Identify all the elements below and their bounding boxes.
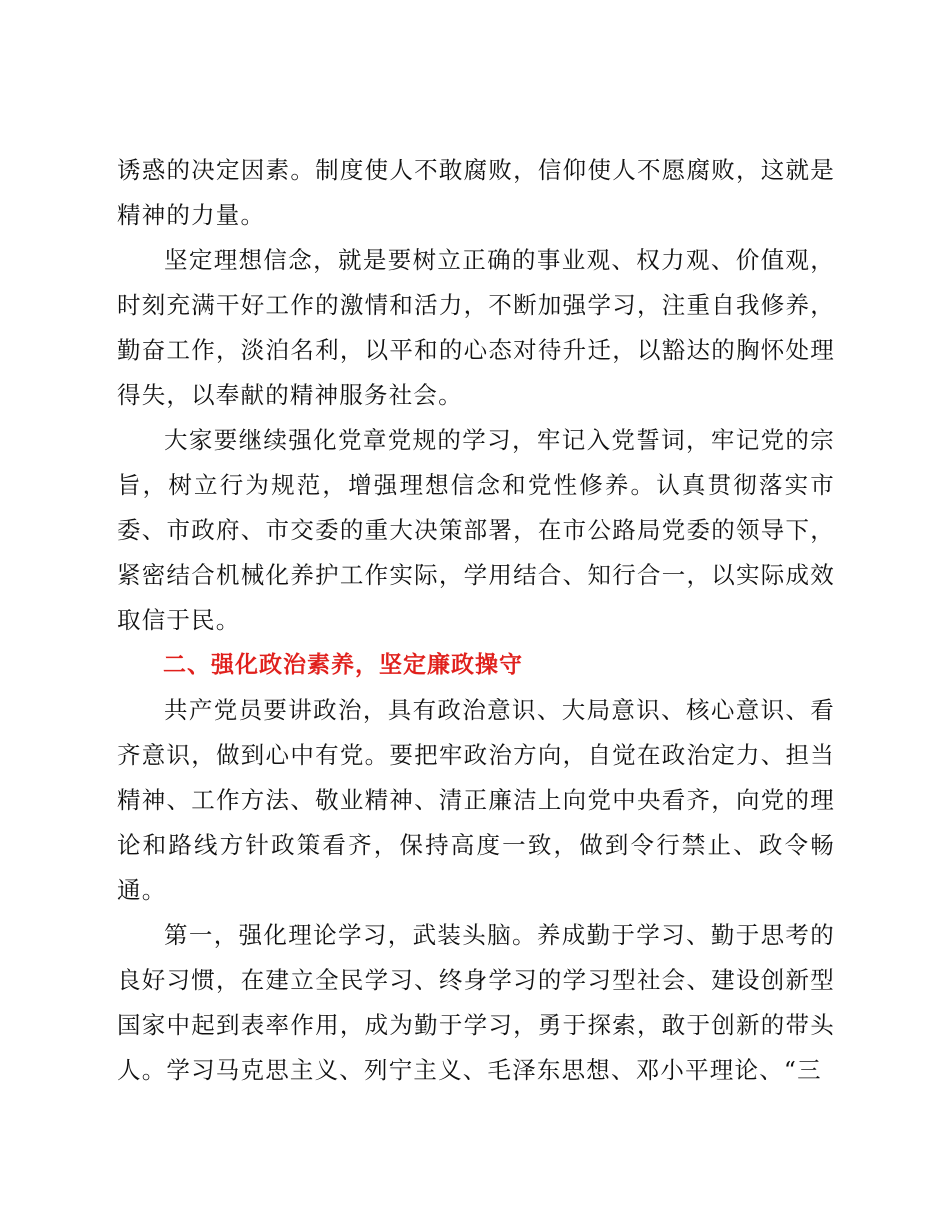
paragraph-party-rules-study: 大家要继续强化党章党规的学习，牢记入党誓词，牢记党的宗旨，树立行为规范，增强理想信念和党性修养。认真贯彻落实市委、市政府、市交委的重大决策部署，在市公路局党委的领导下，紧密结合机械化养护工作实际，学用结合、知行合一，以实际成效取信于民。 bbox=[117, 426, 835, 634]
paragraph-continuation: 诱惑的决定因素。制度使人不敢腐败，信仰使人不愿腐败，这就是精神的力量。 bbox=[117, 156, 835, 229]
document-page bbox=[117, 148, 835, 1093]
paragraph-theory-study: 第一，强化理论学习，武装头脑。养成勤于学习、勤于思考的良好习惯，在建立全民学习、终身学习的学习型社会、建设创新型国家中起到表率作用，成为勤于学习，勇于探索，敢于创新的带头人。学习马克思主义、列宁主义、毛泽东思想、邓小平理论、“三 bbox=[117, 921, 835, 1084]
paragraph-ideals-beliefs: 坚定理想信念，就是要树立正确的事业观、权力观、价值观，时刻充满干好工作的激情和活力，不断加强学习，注重自我修养，勤奋工作，淡泊名利，以平和的心态对待升迁，以豁达的胸怀处理得失，以奉献的精神服务社会。 bbox=[117, 246, 835, 409]
section-heading: 二、强化政治素养，坚定廉政操守 bbox=[163, 652, 523, 678]
paragraph-political-awareness: 共产党员要讲政治，具有政治意识、大局意识、核心意识、看齐意识，做到心中有党。要把牢政治方向，自觉在政治定力、担当精神、工作方法、敬业精神、清正廉洁上向党中央看齐，向党的理论和路线方针政策看齐，保持高度一致，做到令行禁止、政令畅通。 bbox=[117, 696, 835, 904]
